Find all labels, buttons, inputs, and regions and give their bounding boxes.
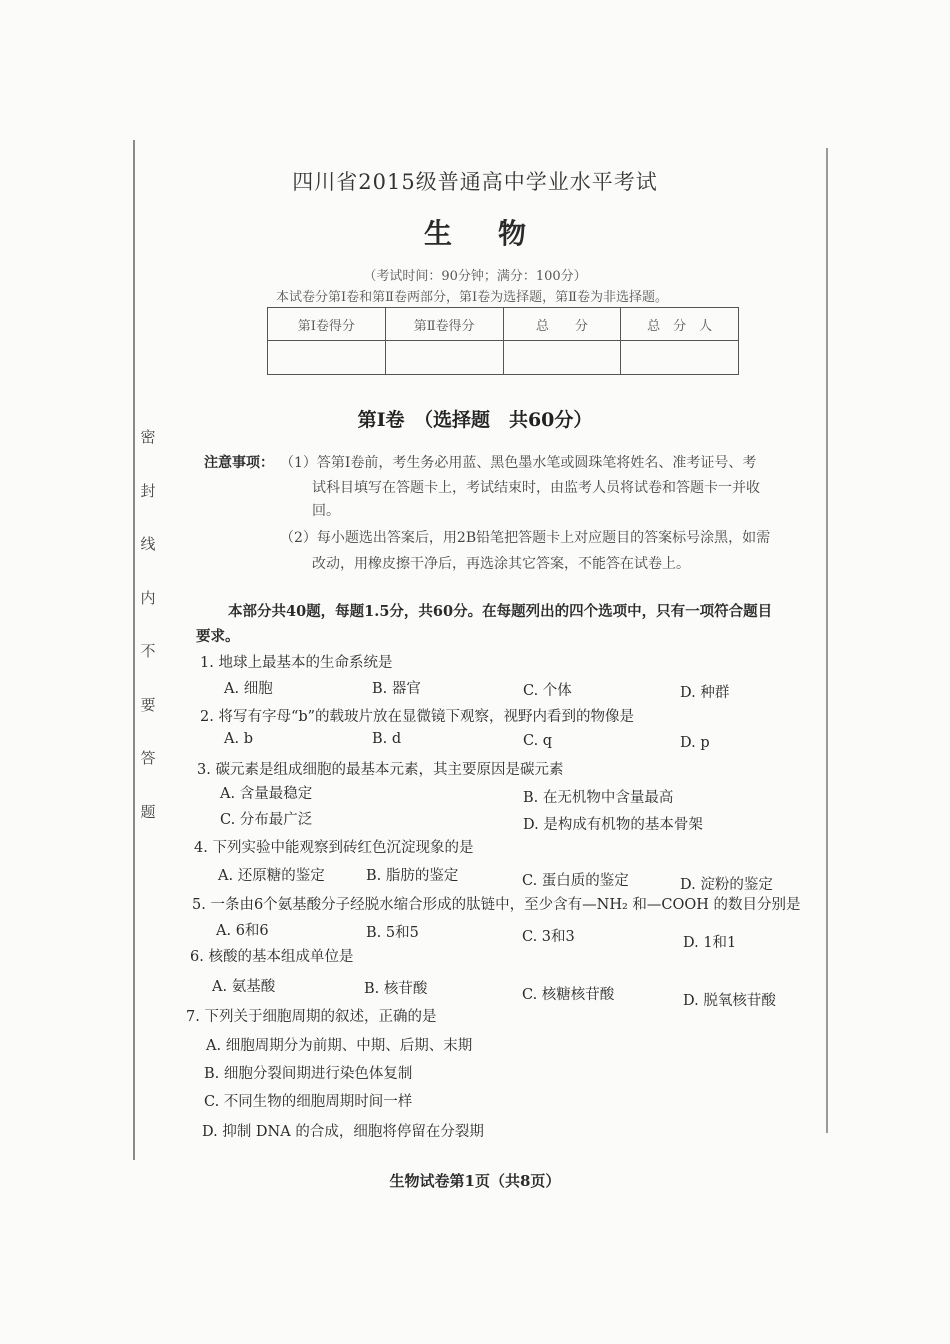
option-b: B. 器官 [372, 681, 421, 697]
exam-title: 四川省2015级普通高中学业水平考试 [292, 170, 658, 194]
option-a: A. 还原糖的鉴定 [218, 868, 325, 884]
side-char: 答 [140, 749, 156, 768]
score-header: 第Ⅱ卷得分 [385, 308, 503, 341]
option-a: A. 6和6 [216, 923, 269, 939]
score-cell[interactable] [268, 341, 386, 375]
note-line: （2）每小题选出答案后，用2B铅笔把答题卡上对应题目的答案标号涂黑，如需 [280, 530, 771, 546]
option-d: D. 是构成有机物的基本骨架 [523, 817, 703, 833]
notes-label: 注意事项： [204, 455, 274, 471]
option-c: C. 核糖核苷酸 [522, 987, 615, 1003]
option-b: B. 在无机物中含量最高 [523, 790, 674, 806]
side-char: 密 [140, 428, 156, 446]
page-edge-line [826, 148, 828, 1133]
instructions-line: 要求。 [196, 628, 240, 645]
question-stem: 1. 地球上最基本的生命系统是 [200, 655, 393, 671]
note-line: （1）答第Ⅰ卷前，考生务必用蓝、黑色墨水笔或圆珠笔将姓名、准考证号、考 [280, 455, 757, 471]
option-d: D. p [680, 735, 710, 751]
side-char: 封 [140, 481, 156, 500]
option-c: C. q [523, 733, 553, 749]
note-line: 回。 [312, 503, 340, 519]
option-a: A. b [224, 731, 253, 747]
option-d: D. 淀粉的鉴定 [680, 877, 773, 893]
section-title: 第Ⅰ卷 （选择题 共60分） [357, 409, 593, 431]
score-cell[interactable] [385, 341, 503, 375]
time-info: （考试时间：90分钟；满分：100分） [363, 269, 587, 284]
instructions-line: 本部分共40题，每题1.5分，共60分。在每题列出的四个选项中，只有一项符合题目 [228, 603, 773, 620]
option-c: C. 分布最广泛 [220, 812, 313, 828]
option-a: A. 含量最稳定 [220, 786, 313, 802]
option-b: B. 细胞分裂间期进行染色体复制 [204, 1066, 413, 1082]
option-d: D. 脱氧核苷酸 [683, 993, 776, 1009]
score-table [267, 307, 739, 375]
option-a: A. 细胞周期分为前期、中期、后期、末期 [206, 1038, 473, 1054]
exam-intro: 本试卷分第Ⅰ卷和第Ⅱ卷两部分，第Ⅰ卷为选择题，第Ⅱ卷为非选择题。 [276, 290, 668, 305]
note-line: 改动，用橡皮擦干净后，再选涂其它答案，不能答在试卷上。 [312, 556, 690, 572]
page-footer: 生物试卷第1页（共8页） [389, 1172, 561, 1190]
option-a: A. 氨基酸 [212, 979, 276, 995]
option-c: C. 不同生物的细胞周期时间一样 [204, 1094, 413, 1110]
side-char: 内 [140, 588, 156, 607]
question-stem: 2. 将写有字母“b”的载玻片放在显微镜下观察，视野内看到的物像是 [200, 709, 635, 725]
question-stem: 5. 一条由6个氨基酸分子经脱水缩合形成的肽链中，至少含有—NH₂ 和—COOH 的数目分别是 [192, 897, 801, 913]
option-b: B. d [372, 731, 402, 747]
option-a: A. 细胞 [224, 681, 273, 697]
seal-line [133, 140, 135, 1160]
option-d: D. 抑制 DNA 的合成，细胞将停留在分裂期 [202, 1124, 484, 1140]
question-stem: 3. 碳元素是组成细胞的最基本元素，其主要原因是碳元素 [197, 762, 564, 778]
score-header: 总 分 人 [621, 308, 739, 341]
option-d: D. 种群 [680, 685, 730, 701]
question-stem: 6. 核酸的基本组成单位是 [190, 949, 354, 965]
question-stem: 7. 下列关于细胞周期的叙述，正确的是 [186, 1009, 437, 1025]
option-b: B. 核苷酸 [364, 981, 428, 997]
subject-title: 生物 [423, 217, 572, 250]
option-c: C. 蛋白质的鉴定 [522, 873, 629, 889]
option-b: B. 脂肪的鉴定 [366, 868, 459, 884]
option-c: C. 个体 [523, 683, 572, 699]
seal-line-text [137, 430, 159, 820]
option-d: D. 1和1 [683, 935, 737, 951]
score-cell[interactable] [621, 341, 739, 375]
side-char: 线 [140, 535, 156, 554]
note-line: 试科目填写在答题卡上，考试结束时，由监考人员将试卷和答题卡一并收 [312, 480, 760, 496]
score-header: 总 分 [503, 308, 621, 341]
side-char: 题 [140, 802, 156, 821]
side-char: 要 [140, 695, 156, 714]
score-cell[interactable] [503, 341, 621, 375]
question-stem: 4. 下列实验中能观察到砖红色沉淀现象的是 [194, 840, 474, 856]
option-c: C. 3和3 [522, 929, 575, 945]
side-char: 不 [140, 642, 156, 661]
score-header: 第Ⅰ卷得分 [268, 308, 386, 341]
option-b: B. 5和5 [366, 925, 419, 941]
